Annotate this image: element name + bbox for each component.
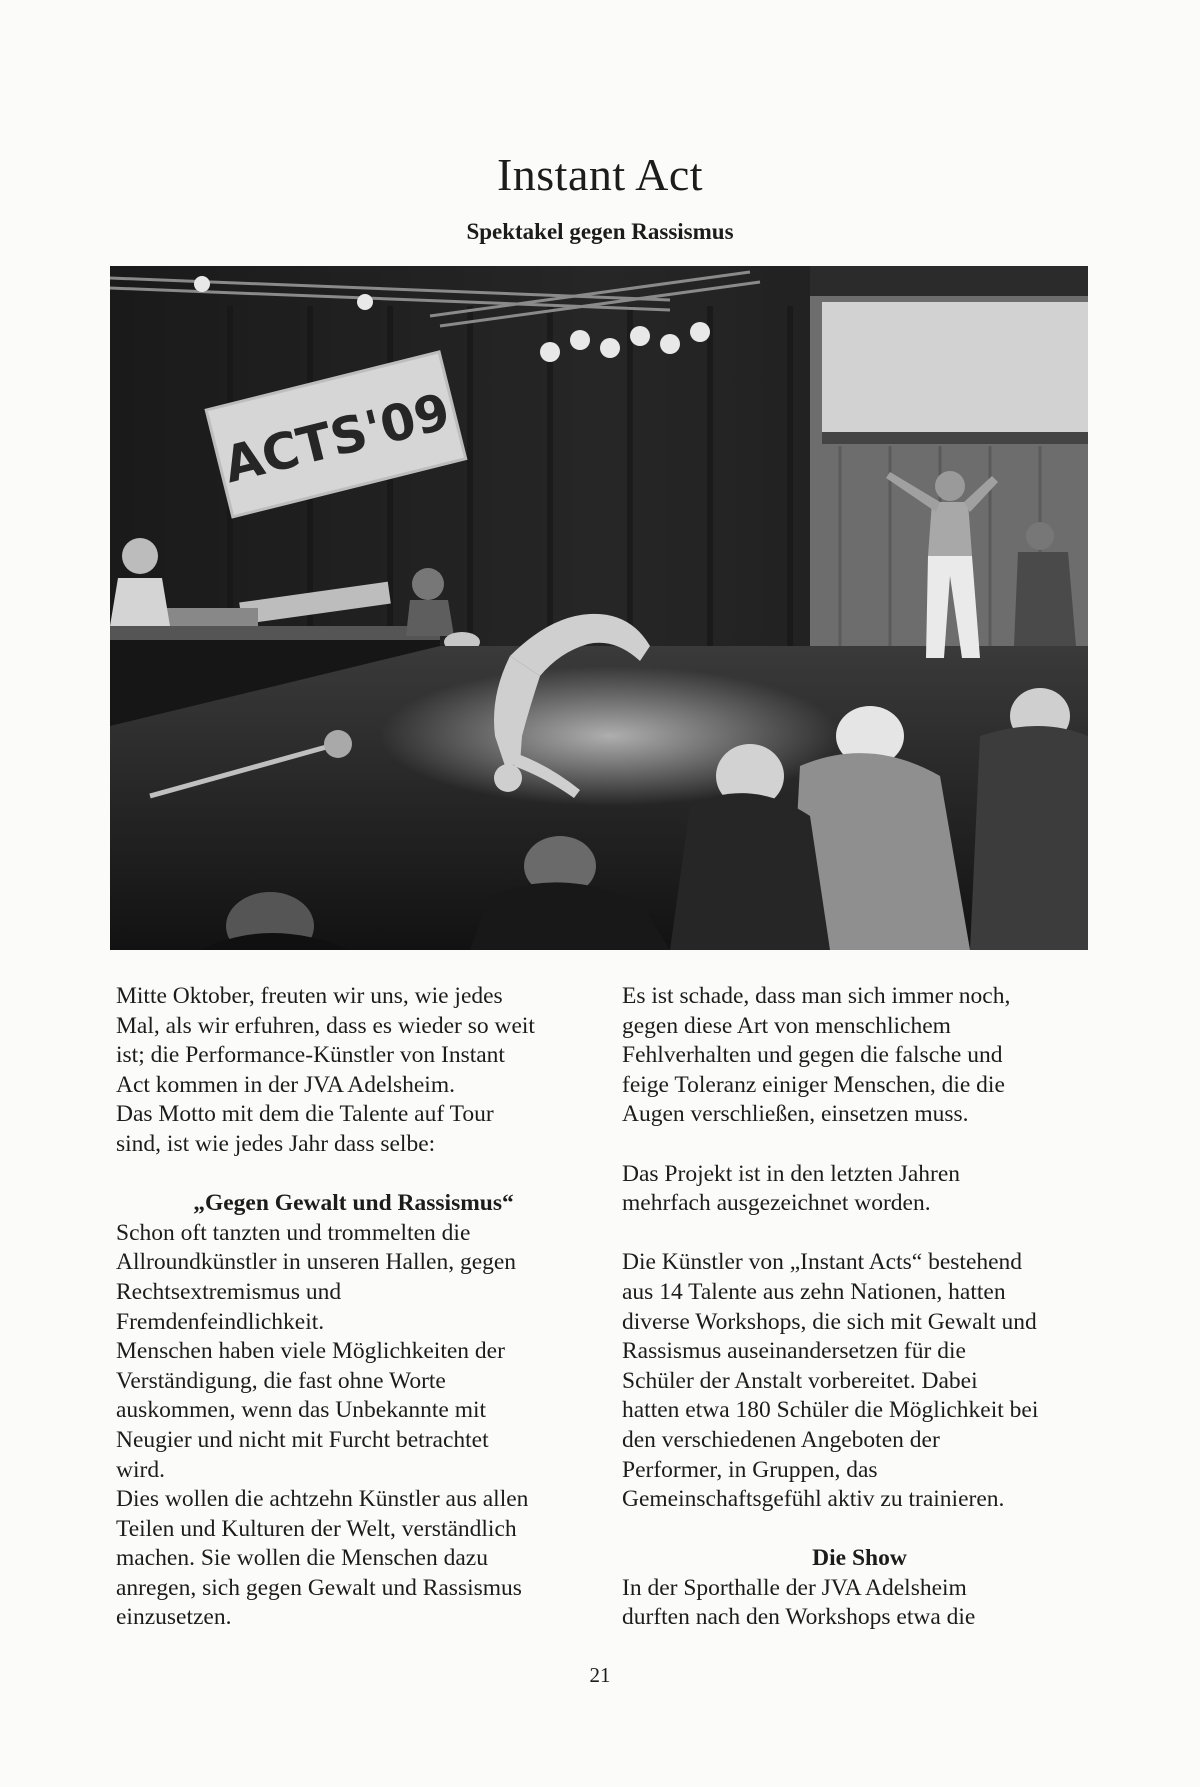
paragraph-gap bbox=[116, 1160, 591, 1190]
motto-heading: „Gegen Gewalt und Rassismus“ bbox=[193, 1190, 514, 1217]
text-line: Verständigung, die fast ohne Worte bbox=[116, 1367, 446, 1394]
text-line: einzusetzen. bbox=[116, 1604, 232, 1631]
right-column bbox=[622, 982, 1097, 1633]
paragraph-gap bbox=[622, 1130, 1097, 1160]
text-line: mehrfach ausgezeichnet worden. bbox=[622, 1190, 931, 1217]
text-line: Mitte Oktober, freuten wir uns, wie jedes bbox=[116, 983, 503, 1009]
text-line: Performer, in Gruppen, das bbox=[622, 1456, 878, 1483]
text-line: Mal, als wir erfuhren, dass es wieder so weit bbox=[116, 1012, 535, 1039]
text-line: Es ist schade, dass man sich immer noch, bbox=[622, 983, 1011, 1009]
text-line: Fremdenfeindlichkeit. bbox=[116, 1308, 325, 1335]
text-line: Allroundkünstler in unseren Hallen, gegen bbox=[116, 1249, 517, 1276]
left-column bbox=[116, 982, 591, 1633]
text-line: aus 14 Talente aus zehn Nationen, hatten bbox=[622, 1278, 1006, 1305]
text-line: Menschen haben viele Möglichkeiten der bbox=[116, 1338, 505, 1365]
paragraph-gap bbox=[622, 1219, 1097, 1249]
text-line: machen. Sie wollen die Menschen dazu bbox=[116, 1545, 488, 1572]
text-line: Neugier und nicht mit Furcht betrachtet bbox=[116, 1426, 489, 1453]
text-line: Augen verschließen, einsetzen muss. bbox=[622, 1101, 969, 1128]
text-line: Die Künstler von „Instant Acts“ bestehend bbox=[622, 1249, 1023, 1276]
text-line: Teilen und Kulturen der Welt, verständlich bbox=[116, 1515, 517, 1542]
text-line: Dies wollen die achtzehn Künstler aus allen bbox=[116, 1486, 529, 1513]
paragraph-gap bbox=[622, 1515, 1097, 1545]
text-line: wird. bbox=[116, 1456, 165, 1483]
text-line: Schüler der Anstalt vorbereitet. Dabei bbox=[622, 1367, 978, 1394]
banner-text: ACTS'09 bbox=[218, 382, 456, 495]
text-line: sind, ist wie jedes Jahr dass selbe: bbox=[116, 1130, 436, 1157]
text-line: ist; die Performance-Künstler von Instant bbox=[116, 1042, 505, 1069]
article-title: Instant Act bbox=[496, 149, 704, 200]
text-line: Das Projekt ist in den letzten Jahren bbox=[622, 1160, 961, 1187]
text-line: Rechtsextremismus und bbox=[116, 1278, 342, 1305]
show-heading: Die Show bbox=[812, 1545, 907, 1572]
text-line: anregen, sich gegen Gewalt und Rassismus bbox=[116, 1574, 522, 1601]
text-line: auskommen, wenn das Unbekannte mit bbox=[116, 1397, 487, 1424]
text-line: In der Sporthalle der JVA Adelsheim bbox=[622, 1574, 967, 1601]
text-line: hatten etwa 180 Schüler die Möglichkeit bei bbox=[622, 1397, 1039, 1424]
stage-photo bbox=[110, 266, 1088, 950]
text-line: Gemeinschaftsgefühl aktiv zu trainieren. bbox=[622, 1486, 1005, 1513]
text-line: Das Motto mit dem die Talente auf Tour bbox=[116, 1101, 494, 1128]
text-line: Schon oft tanzten und trommelten die bbox=[116, 1219, 471, 1246]
text-line: Rassismus auseinandersetzen für die bbox=[622, 1338, 966, 1365]
text-line: durften nach den Workshops etwa die bbox=[622, 1604, 976, 1631]
page-number: 21 bbox=[589, 1663, 611, 1687]
text-line: Act kommen in der JVA Adelsheim. bbox=[116, 1071, 455, 1098]
article-subtitle: Spektakel gegen Rassismus bbox=[466, 219, 734, 244]
text-line: feige Toleranz einiger Menschen, die die bbox=[622, 1071, 1005, 1098]
text-line: den verschiedenen Angeboten der bbox=[622, 1426, 940, 1453]
text-line: diverse Workshops, die sich mit Gewalt und bbox=[622, 1308, 1037, 1335]
text-line: gegen diese Art von menschlichem bbox=[622, 1012, 951, 1039]
text-line: Fehlverhalten und gegen die falsche und bbox=[622, 1042, 1003, 1069]
